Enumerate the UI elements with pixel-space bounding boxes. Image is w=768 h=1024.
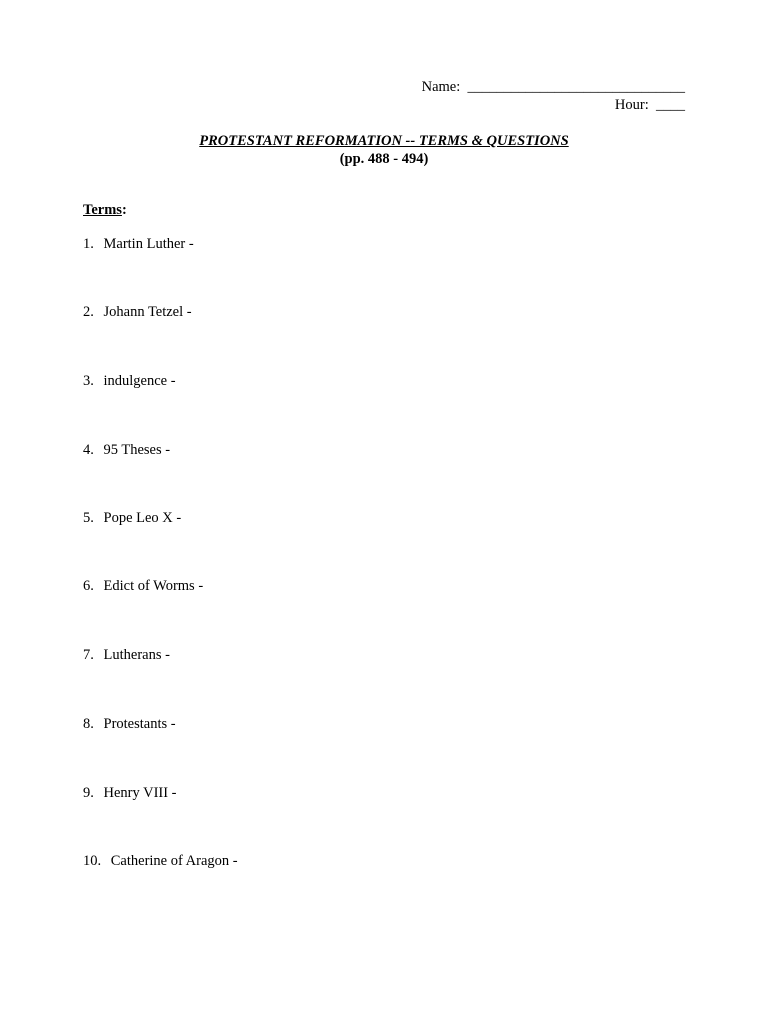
term-item — [83, 442, 170, 459]
term-item — [83, 304, 192, 321]
name-blank: ______________________________ — [467, 79, 685, 95]
term-item — [83, 716, 176, 733]
term-text: Pope Leo X - — [103, 510, 182, 526]
term-number: 10. — [83, 853, 102, 869]
terms-heading-label: Terms — [83, 202, 122, 218]
document-title: PROTESTANT REFORMATION -- TERMS & QUESTIONS — [199, 133, 569, 149]
page-range-subtitle: (pp. 488 - 494) — [339, 151, 429, 167]
term-text: Edict of Worms - — [103, 578, 204, 594]
term-item — [83, 647, 170, 664]
term-number: 8. — [83, 716, 94, 732]
term-item — [83, 236, 194, 253]
hour-blank: ____ — [656, 97, 685, 113]
term-text: Henry VIII - — [103, 785, 177, 801]
name-label: Name: — [421, 79, 461, 95]
name-field-line — [422, 79, 685, 96]
term-text: 95 Theses - — [103, 442, 171, 458]
term-number: 9. — [83, 785, 94, 801]
term-number: 5. — [83, 510, 94, 526]
terms-heading — [83, 202, 127, 219]
term-text: Catherine of Aragon - — [110, 853, 238, 869]
term-item — [83, 853, 238, 870]
term-text: Johann Tetzel - — [103, 304, 192, 320]
term-text: Protestants - — [103, 716, 176, 732]
hour-field-line — [615, 97, 685, 114]
term-number: 6. — [83, 578, 94, 594]
term-number: 4. — [83, 442, 94, 458]
term-item — [83, 373, 176, 390]
term-item — [83, 785, 177, 802]
term-number: 2. — [83, 304, 94, 320]
terms-heading-colon: : — [121, 202, 127, 218]
term-number: 7. — [83, 647, 94, 663]
term-item — [83, 510, 181, 527]
term-number: 3. — [83, 373, 94, 389]
term-text: Martin Luther - — [103, 236, 194, 252]
term-item — [83, 578, 203, 595]
term-text: Lutherans - — [103, 647, 170, 663]
term-text: indulgence - — [103, 373, 176, 389]
term-number: 1. — [83, 236, 94, 252]
hour-label: Hour: — [614, 97, 649, 113]
